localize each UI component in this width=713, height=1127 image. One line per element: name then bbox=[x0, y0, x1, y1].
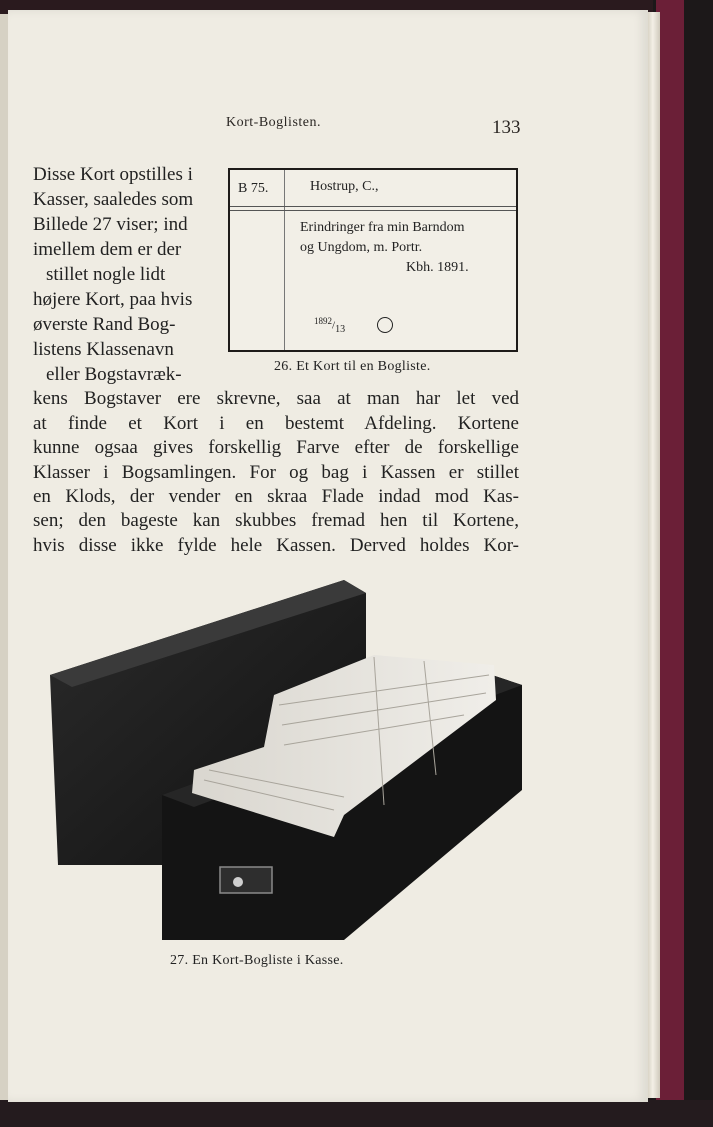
card-header-rule bbox=[230, 210, 516, 211]
card-author: Hostrup, C., bbox=[310, 179, 379, 194]
running-title: Kort-Boglisten. bbox=[226, 115, 321, 130]
drawer-knob-icon bbox=[233, 877, 243, 887]
text-line: Klasser i Bogsamlingen. For og bag i Kassen er stillet bbox=[33, 462, 519, 483]
card-shelfmark: B 75. bbox=[238, 181, 269, 196]
facing-page-edge bbox=[0, 14, 8, 1100]
text-line: eller Bogstavræk- bbox=[46, 364, 182, 385]
card-accession-number: 13 bbox=[335, 323, 346, 335]
card-accession-year: 1892 bbox=[314, 316, 332, 326]
card-box-photo bbox=[44, 575, 524, 945]
card-column-rule bbox=[284, 170, 285, 350]
figure-27-caption: 27. En Kort-Bogliste i Kasse. bbox=[170, 953, 344, 968]
text-line: sen; den bageste kan skubbes fremad hen til Kortene, bbox=[33, 510, 519, 531]
text-line: imellem dem er der bbox=[33, 239, 182, 260]
text-line: øverste Rand Bog- bbox=[33, 314, 176, 335]
text-line: Kasser, saaledes som bbox=[33, 189, 194, 210]
book-binding bbox=[656, 0, 684, 1115]
label-holder bbox=[220, 867, 272, 893]
page-number: 133 bbox=[492, 117, 521, 138]
text-line: kens Bogstaver ere skrevne, saa at man har let ved bbox=[33, 388, 519, 409]
text-line: stillet nogle lidt bbox=[46, 264, 166, 285]
card-punch-hole-icon bbox=[377, 317, 393, 333]
text-line: listens Klassenavn bbox=[33, 339, 174, 360]
text-line: at finde et Kort i en bestemt Afdeling. Kortene bbox=[33, 413, 519, 434]
text-line: Disse Kort opstilles i bbox=[33, 164, 193, 185]
page-edges bbox=[648, 12, 660, 1098]
card-imprint: Kbh. 1891. bbox=[406, 260, 469, 275]
catalog-card-figure bbox=[228, 168, 518, 352]
figure-26-caption: 26. Et Kort til en Bogliste. bbox=[274, 359, 431, 374]
text-line: højere Kort, paa hvis bbox=[33, 289, 193, 310]
text-line: en Klods, der vender en skraa Flade indad mod Kas- bbox=[33, 486, 519, 507]
card-header-rule bbox=[230, 206, 516, 207]
text-line: hvis disse ikke fylde hele Kassen. Derved holdes Kor- bbox=[33, 535, 519, 556]
card-title-line: og Ungdom, m. Portr. bbox=[300, 240, 423, 255]
card-title-line: Erindringer fra min Barndom bbox=[300, 220, 465, 235]
text-line: kunne ogsaa gives forskellig Farve efter de forskellige bbox=[33, 437, 519, 458]
card-accession: $^{1892}/_{13}$ bbox=[314, 316, 346, 335]
text-line: Billede 27 viser; ind bbox=[33, 214, 188, 235]
book-cover-bottom bbox=[0, 1100, 713, 1127]
